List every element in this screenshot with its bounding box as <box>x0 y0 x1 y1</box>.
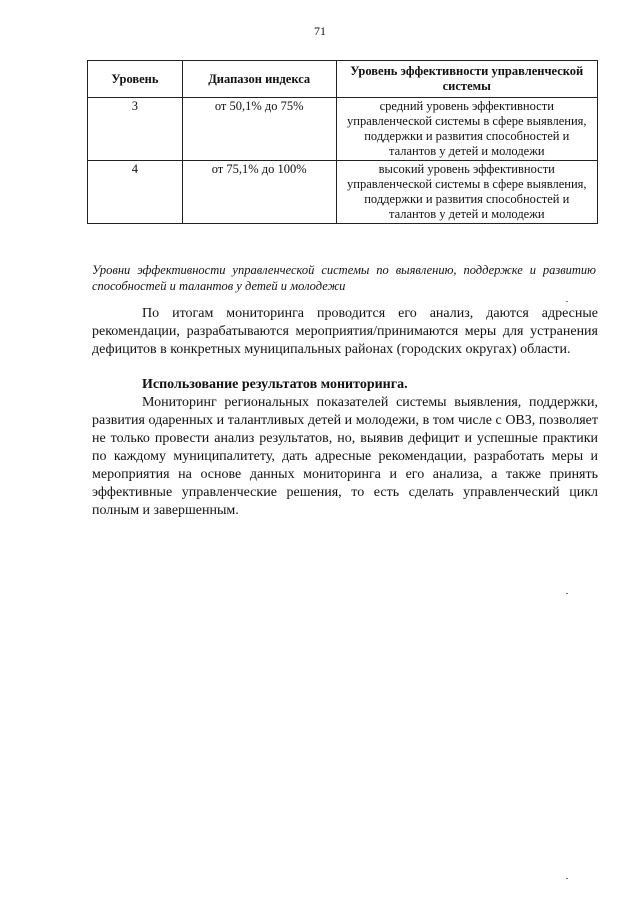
cell-range: от 75,1% до 100% <box>182 161 336 224</box>
header-efficiency-level: Уровень эффективности управленческой системы <box>336 61 597 98</box>
cell-description: высокий уровень эффективности управленческой системы в сфере выявления, поддержки и развития способностей и талантов у детей и молодежи <box>336 161 597 224</box>
header-level: Уровень <box>88 61 183 98</box>
paragraph-recommendations: По итогам мониторинга проводится его анализ, даются адресные рекомендации, разрабатываются мероприятия/принимаются меры для устранения дефицитов в конкретных муниципальных районах (городских округах) области. <box>92 306 598 357</box>
efficiency-levels-table <box>87 60 598 224</box>
cell-level: 3 <box>88 98 183 161</box>
table-row <box>88 98 598 161</box>
table-row <box>88 161 598 224</box>
cell-level: 4 <box>88 161 183 224</box>
section-heading: Использование результатов мониторинга. <box>142 377 408 392</box>
table-caption: Уровни эффективности управленческой системы по выявлению, поддержке и развитию способностей и талантов у детей и молодежи <box>92 263 596 293</box>
scan-speck <box>566 593 568 594</box>
scan-speck <box>566 878 568 879</box>
table-header-row <box>88 61 598 98</box>
cell-description: средний уровень эффективности управленческой системы в сфере выявления, поддержки и развития способностей и талантов у детей и молодежи <box>336 98 597 161</box>
paragraph-monitoring-usage: Мониторинг региональных показателей системы выявления, поддержки, развития одаренных и талантливых детей и молодежи, в том числе с ОВЗ, позволяет не только провести анализ результатов, но, выявив дефицит и успешные практики по каждому муниципалитету, дать адресные рекомендации, разработать меры и мероприятия на основе данных мониторинга и его анализа, а также принять эффективные управленческие решения, то есть сделать управленческий цикл полным и завершенным. <box>92 395 598 518</box>
cell-range: от 50,1% до 75% <box>182 98 336 161</box>
scan-speck <box>566 301 568 302</box>
page-number: 71 <box>314 24 326 38</box>
header-index-range: Диапазон индекса <box>182 61 336 98</box>
